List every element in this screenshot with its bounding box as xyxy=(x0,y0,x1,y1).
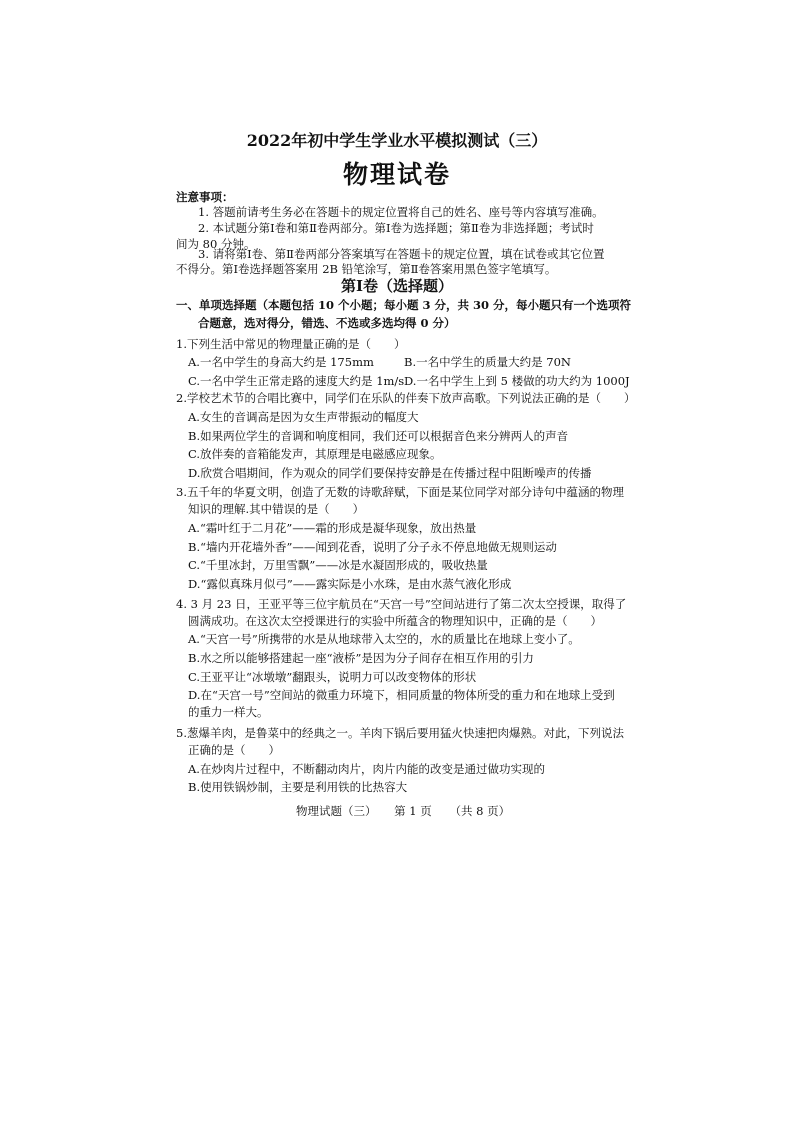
question-5-option-b: B.使用铁锅炒制，主要是利用铁的比热容大 xyxy=(188,780,408,794)
question-4-option-c: C.王亚平让“冰墩墩”翻跟头，说明力可以改变物体的形状 xyxy=(188,670,477,684)
question-2-option-b: B.如果两位学生的音调和响度相同，我们还可以根据音色来分辨两人的声音 xyxy=(188,429,569,443)
part-heading: 一、单项选择题（本题包括 10 个小题；每小题 3 分，共 30 分，每小题只有一个选项符 xyxy=(176,298,632,312)
question-1-option-b: B.一名中学生的质量大约是 70N xyxy=(404,355,571,369)
footer-page-number: 第 1 页 xyxy=(394,804,432,818)
question-1-option-c: C.一名中学生正常走路的速度大约是 1m/s xyxy=(188,374,405,388)
question-4-option-b: B.水之所以能够搭建起一座“液桥”是因为分子间存在相互作用的引力 xyxy=(188,651,534,665)
exam-subtitle: 物理试卷 xyxy=(342,160,451,189)
question-3-option-a: A.“霜叶红于二月花”——霜的形成是凝华现象，放出热量 xyxy=(188,521,477,535)
notice-item: 3. 请将第Ⅰ卷、第Ⅱ卷两部分答案填写在答题卡的规定位置，填在试卷或其它位置 xyxy=(198,247,605,261)
question-3-stem: 知识的理解.其中错误的是（ ） xyxy=(188,502,365,516)
notice-item: 不得分。第Ⅰ卷选择题答案用 2B 铅笔涂写，第Ⅱ卷答案用黑色签字笔填写。 xyxy=(176,262,557,276)
footer-total-pages: （共 8 页） xyxy=(449,804,511,818)
question-2-option-a: A.女生的音调高是因为女生声带振动的幅度大 xyxy=(188,410,419,424)
part-heading: 合题意，选对得分，错选、不选或多选均得 0 分） xyxy=(198,316,456,330)
question-3-option-b: B.“墙内开花墙外香”——闻到花香，说明了分子永不停息地做无规则运动 xyxy=(188,540,557,554)
question-2-option-d: D.欣赏合唱期间，作为观众的同学们要保持安静是在传播过程中阻断噪声的传播 xyxy=(188,466,592,480)
notice-item: 1. 答题前请考生务必在答题卡的规定位置将自己的姓名、座号等内容填写准确。 xyxy=(198,205,604,219)
question-5-option-a: A.在炒肉片过程中，不断翻动肉片，肉片内能的改变是通过做功实现的 xyxy=(188,762,545,776)
notice-item: 间为 80 分钟。 xyxy=(176,237,256,251)
question-3-stem: 3.五千年的华夏文明，创造了无数的诗歌辞赋，下面是某位同学对部分诗句中蕴涵的物理 xyxy=(176,485,624,499)
question-3-option-d: D.“露似真珠月似弓”——露实际是小水珠，是由水蒸气液化形成 xyxy=(188,577,512,591)
question-5-stem: 5.葱爆羊肉，是鲁菜中的经典之一。羊肉下锅后要用猛火快速把肉爆熟。对此，下列说法 xyxy=(176,726,624,740)
notice-heading: 注意事项： xyxy=(176,190,234,204)
question-4-option-d: D.在“天宫一号”空间站的微重力环境下，相同质量的物体所受的重力和在地球上受到 xyxy=(188,688,615,702)
question-1-stem: 1.下列生活中常见的物理量正确的是（ ） xyxy=(176,337,406,351)
section-title: 第Ⅰ卷（选择题） xyxy=(340,277,454,295)
exam-title: 2022年初中学生学业水平模拟测试（三） xyxy=(246,131,548,150)
question-1-option-d: D.一名中学生上到 5 楼做的功大约为 1000J xyxy=(404,374,630,388)
question-4-stem: 4. 3 月 23 日，王亚平等三位宇航员在“天宫一号”空间站进行了第二次太空授课，取得了 xyxy=(176,597,627,611)
question-5-stem: 正确的是（ ） xyxy=(188,743,280,757)
question-4-option-a: A.“天宫一号”所携带的水是从地球带入太空的，水的质量比在地球上变小了。 xyxy=(188,632,580,646)
footer-exam-name: 物理试题（三） xyxy=(296,804,377,818)
question-2-option-c: C.放伴奏的音箱能发声，其原理是电磁感应现象。 xyxy=(188,447,442,461)
page-footer xyxy=(296,803,524,819)
question-4-stem: 圆满成功。在这次太空授课进行的实验中所蕴含的物理知识中，正确的是（ ） xyxy=(188,614,602,628)
question-2-stem: 2.学校艺术节的合唱比赛中，同学们在乐队的伴奏下放声高歌。下列说法正确的是（ ） xyxy=(176,391,636,405)
question-1-option-a: A.一名中学生的身高大约是 175mm xyxy=(188,355,374,369)
notice-item: 2. 本试题分第Ⅰ卷和第Ⅱ卷两部分。第Ⅰ卷为选择题；第Ⅱ卷为非选择题；考试时 xyxy=(198,221,594,235)
question-4-option-d: 的重力一样大。 xyxy=(188,705,269,719)
question-3-option-c: C.“千里冰封，万里雪飘”——冰是水凝固形成的，吸收热量 xyxy=(188,558,488,572)
